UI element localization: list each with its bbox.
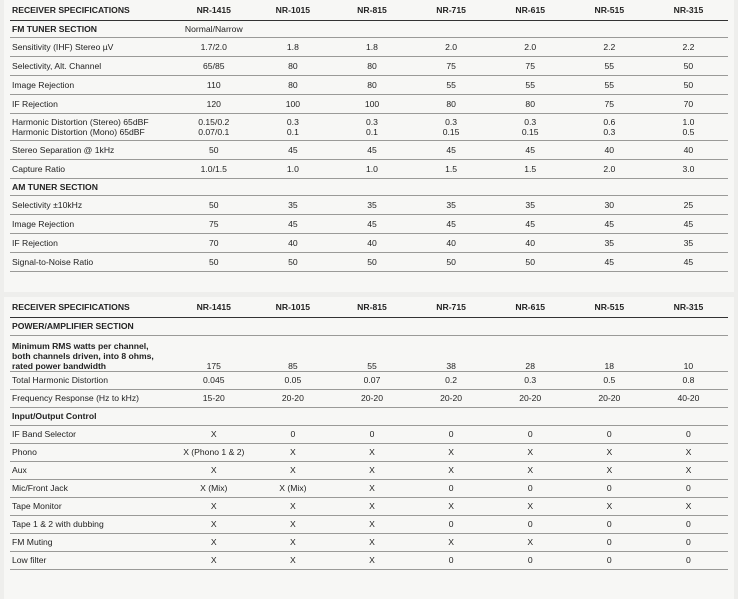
- spec-value: 70: [174, 233, 253, 252]
- spec-value: 35: [649, 233, 728, 252]
- spec-value: X: [491, 497, 570, 515]
- spec-value: 40: [412, 233, 491, 252]
- spec-value: X: [174, 551, 253, 569]
- specs-panel-amplifier: [4, 297, 734, 599]
- spec-label: Low filter: [10, 551, 174, 569]
- spec-value: X: [570, 497, 649, 515]
- model-header: NR-815: [332, 0, 411, 20]
- spec-row: [10, 159, 728, 178]
- spec-row: [10, 551, 728, 569]
- spec-value: 80: [253, 56, 332, 75]
- spec-value: 55: [412, 75, 491, 94]
- spec-row: [10, 443, 728, 461]
- spec-label: Sensitivity (IHF) Stereo µV: [10, 37, 174, 56]
- spec-value: 1.0/1.5: [174, 159, 253, 178]
- spec-label-line: Minimum RMS watts per channel,: [12, 340, 149, 351]
- spec-value: 75: [570, 94, 649, 113]
- spec-value: 1.7/2.0: [174, 37, 253, 56]
- spec-row: [10, 37, 728, 56]
- spec-label: Total Harmonic Distortion: [10, 371, 174, 389]
- spec-value: 40: [253, 233, 332, 252]
- spec-value: 0: [491, 479, 570, 497]
- section-title: Input/Output Control: [10, 407, 174, 425]
- spec-value: [174, 178, 253, 195]
- spec-value: 1.0: [332, 159, 411, 178]
- header-row: [10, 297, 728, 317]
- spec-value: 110: [174, 75, 253, 94]
- spec-value: X: [649, 497, 728, 515]
- spec-value: X: [253, 443, 332, 461]
- spec-value: 85: [253, 335, 332, 371]
- spec-row: [10, 233, 728, 252]
- spec-value-line: 0.15: [521, 126, 539, 137]
- spec-value: 20-20: [332, 389, 411, 407]
- spec-label: Signal-to-Noise Ratio: [10, 252, 174, 271]
- spec-value: X: [332, 479, 411, 497]
- spec-value: 1.5: [412, 159, 491, 178]
- spec-value: 45: [649, 252, 728, 271]
- specs-table-amplifier: [10, 297, 728, 570]
- spec-row: [10, 195, 728, 214]
- spec-value: 75: [174, 214, 253, 233]
- spec-label: Image Rejection: [10, 214, 174, 233]
- spec-value: 1.8: [332, 37, 411, 56]
- spec-value: [412, 407, 491, 425]
- spec-value: 40: [649, 140, 728, 159]
- section-title: POWER/AMPLIFIER SECTION: [10, 317, 174, 335]
- spec-value-line: 1.0: [682, 116, 695, 127]
- spec-value: 15-20: [174, 389, 253, 407]
- spec-value: [570, 407, 649, 425]
- spec-value: 50: [491, 252, 570, 271]
- spec-value: 18: [570, 335, 649, 371]
- spec-value: 2.0: [412, 37, 491, 56]
- spec-value: X: [332, 533, 411, 551]
- spec-value: X: [174, 497, 253, 515]
- spec-value: 55: [332, 335, 411, 371]
- spec-value: X: [412, 461, 491, 479]
- spec-value: 40: [491, 233, 570, 252]
- spec-value: X: [253, 461, 332, 479]
- model-header: NR-515: [570, 0, 649, 20]
- spec-value: X: [570, 461, 649, 479]
- model-header: NR-715: [412, 297, 491, 317]
- spec-value: X: [253, 551, 332, 569]
- spec-value: 80: [332, 56, 411, 75]
- spec-row: [10, 479, 728, 497]
- spec-value: X: [253, 497, 332, 515]
- spec-value: X: [412, 533, 491, 551]
- spec-value: [174, 317, 253, 335]
- spec-label: Aux: [10, 461, 174, 479]
- spec-value: 40: [570, 140, 649, 159]
- spec-label: Selectivity ±10kHz: [10, 195, 174, 214]
- spec-value: [570, 317, 649, 335]
- spec-label: Tape 1 & 2 with dubbing: [10, 515, 174, 533]
- spec-value: [253, 317, 332, 335]
- spec-value: 0.3: [491, 371, 570, 389]
- spec-value: 55: [491, 75, 570, 94]
- section-row: [10, 178, 728, 195]
- spec-value: 75: [491, 56, 570, 75]
- spec-value: 45: [332, 214, 411, 233]
- spec-value-line: 0.1: [286, 126, 299, 137]
- spec-value: [491, 178, 570, 195]
- spec-label: IF Band Selector: [10, 425, 174, 443]
- spec-value: 0: [570, 515, 649, 533]
- spec-value: X (Phono 1 & 2): [174, 443, 253, 461]
- spec-value-line: 0.15/0.2: [198, 116, 230, 127]
- spec-value: X: [174, 425, 253, 443]
- spec-value: 0: [570, 551, 649, 569]
- model-header: NR-1015: [253, 0, 332, 20]
- spec-value: 0: [649, 533, 728, 551]
- spec-value: [649, 407, 728, 425]
- spec-label: Frequency Response (Hz to kHz): [10, 389, 174, 407]
- spec-value: 2.0: [570, 159, 649, 178]
- spec-label: Selectivity, Alt. Channel: [10, 56, 174, 75]
- spec-value: [649, 113, 728, 140]
- spec-value: 0: [412, 425, 491, 443]
- spec-value-line: 0.1: [366, 126, 378, 137]
- spec-value: 55: [570, 56, 649, 75]
- spec-value-line: 0.3: [445, 116, 458, 127]
- spec-value: 50: [174, 195, 253, 214]
- spec-value: [649, 178, 728, 195]
- spec-row: [10, 389, 728, 407]
- spec-row: [10, 214, 728, 233]
- spec-value: 2.2: [649, 37, 728, 56]
- spec-value: X: [332, 443, 411, 461]
- spec-value: 80: [412, 94, 491, 113]
- spec-value: [332, 407, 411, 425]
- spec-value: X: [253, 515, 332, 533]
- spec-value: 0: [649, 425, 728, 443]
- spec-value: [174, 113, 253, 140]
- spec-value: [253, 20, 332, 37]
- spec-row: [10, 113, 728, 140]
- spec-row: [10, 515, 728, 533]
- spec-value: 0: [412, 479, 491, 497]
- spec-value: 35: [412, 195, 491, 214]
- spec-value: [649, 20, 728, 37]
- spec-value: 20-20: [491, 389, 570, 407]
- spec-value: 50: [412, 252, 491, 271]
- spec-value: 40: [332, 233, 411, 252]
- spec-label-line: Harmonic Distortion (Mono) 65dBF: [12, 126, 145, 137]
- spec-value: [332, 178, 411, 195]
- spec-value: [332, 113, 411, 140]
- spec-value: 30: [570, 195, 649, 214]
- spec-value: 1.5: [491, 159, 570, 178]
- spec-row: [10, 75, 728, 94]
- spec-value: 0: [412, 515, 491, 533]
- spec-value: 50: [332, 252, 411, 271]
- spec-value: 100: [253, 94, 332, 113]
- spec-label: Phono: [10, 443, 174, 461]
- spec-row: [10, 335, 728, 371]
- model-header: NR-1415: [174, 297, 253, 317]
- model-header: NR-615: [491, 297, 570, 317]
- spec-value: X: [253, 533, 332, 551]
- section-row: [10, 20, 728, 37]
- spec-value: 100: [332, 94, 411, 113]
- spec-value: [332, 317, 411, 335]
- model-header: NR-715: [412, 0, 491, 20]
- spec-value: 80: [332, 75, 411, 94]
- section-row: [10, 317, 728, 335]
- model-header: NR-315: [649, 297, 728, 317]
- spec-label-line: both channels driven, into 8 ohms,: [12, 350, 154, 361]
- spec-value: 75: [412, 56, 491, 75]
- spec-value: X: [570, 443, 649, 461]
- spec-label: IF Rejection: [10, 233, 174, 252]
- spec-value: 45: [570, 214, 649, 233]
- spec-value: 0.07: [332, 371, 411, 389]
- spec-value: 70: [649, 94, 728, 113]
- spec-value: X: [332, 497, 411, 515]
- section-title: FM TUNER SECTION: [10, 20, 174, 37]
- model-header: NR-615: [491, 0, 570, 20]
- spec-value: X: [332, 461, 411, 479]
- spec-label-line: rated power bandwidth: [12, 360, 107, 371]
- model-header: NR-315: [649, 0, 728, 20]
- spec-value: 2.2: [570, 37, 649, 56]
- spec-value-line: 0.07/0.1: [198, 126, 230, 137]
- spec-label: [10, 113, 174, 140]
- spec-value: 0: [412, 551, 491, 569]
- spec-value: X: [491, 461, 570, 479]
- section-title: AM TUNER SECTION: [10, 178, 174, 195]
- spec-value: 38: [412, 335, 491, 371]
- spec-label-line: Harmonic Distortion (Stereo) 65dBF: [12, 116, 149, 127]
- spec-value: 0: [649, 479, 728, 497]
- spec-value: 0: [491, 551, 570, 569]
- spec-value: 1.0: [253, 159, 332, 178]
- spec-value: 0.05: [253, 371, 332, 389]
- spec-row: [10, 252, 728, 271]
- spec-value-line: 0.3: [603, 126, 616, 137]
- spec-value: 35: [253, 195, 332, 214]
- spec-row: [10, 56, 728, 75]
- spec-value: 45: [412, 140, 491, 159]
- spec-value: 45: [491, 140, 570, 159]
- spec-label: Stereo Separation @ 1kHz: [10, 140, 174, 159]
- spec-value: 80: [253, 75, 332, 94]
- spec-label: Mic/Front Jack: [10, 479, 174, 497]
- spec-value: [570, 178, 649, 195]
- spec-value: X: [174, 515, 253, 533]
- spec-value: 65/85: [174, 56, 253, 75]
- spec-value: 25: [649, 195, 728, 214]
- spec-value: 10: [649, 335, 728, 371]
- spec-label: FM Muting: [10, 533, 174, 551]
- spec-value: 45: [570, 252, 649, 271]
- spec-value: 20-20: [570, 389, 649, 407]
- spec-value: 50: [174, 252, 253, 271]
- spec-value: X: [412, 443, 491, 461]
- spec-value: X: [649, 443, 728, 461]
- spec-value: 0: [491, 515, 570, 533]
- spec-value-line: 0.3: [286, 116, 299, 127]
- spec-value: 20-20: [412, 389, 491, 407]
- spec-value: [412, 317, 491, 335]
- spec-value: [570, 113, 649, 140]
- spec-value: X (Mix): [174, 479, 253, 497]
- spec-label: Tape Monitor: [10, 497, 174, 515]
- spec-value: 45: [253, 140, 332, 159]
- spec-value: 80: [491, 94, 570, 113]
- spec-value: 0: [649, 515, 728, 533]
- spec-value: 0: [570, 533, 649, 551]
- spec-value: [332, 20, 411, 37]
- spec-value: 120: [174, 94, 253, 113]
- spec-row: [10, 461, 728, 479]
- spec-label: Image Rejection: [10, 75, 174, 94]
- spec-label: [10, 335, 174, 371]
- spec-value-line: 0.5: [682, 126, 695, 137]
- spec-value: [491, 317, 570, 335]
- spec-value: 2.0: [491, 37, 570, 56]
- spec-row: [10, 497, 728, 515]
- spec-value: X: [491, 443, 570, 461]
- spec-value-line: 0.3: [366, 116, 378, 127]
- spec-value: [253, 178, 332, 195]
- spec-value: X: [491, 533, 570, 551]
- spec-value: [491, 407, 570, 425]
- spec-value: 175: [174, 335, 253, 371]
- model-header: NR-815: [332, 297, 411, 317]
- spec-value: X: [174, 461, 253, 479]
- spec-value: [491, 113, 570, 140]
- spec-value: 35: [570, 233, 649, 252]
- spec-value: [412, 20, 491, 37]
- spec-value: 1.8: [253, 37, 332, 56]
- spec-value-line: 0.6: [603, 116, 616, 127]
- spec-value: X: [332, 515, 411, 533]
- spec-value: 50: [253, 252, 332, 271]
- spec-row: [10, 140, 728, 159]
- spec-value: 0: [570, 425, 649, 443]
- spec-value: Normal/Narrow: [174, 20, 253, 37]
- spec-value-line: 0.3: [524, 116, 537, 127]
- spec-value: [412, 113, 491, 140]
- header-row: [10, 0, 728, 20]
- spec-value: [253, 407, 332, 425]
- spec-value: 45: [412, 214, 491, 233]
- spec-value: 35: [491, 195, 570, 214]
- spec-row: [10, 371, 728, 389]
- spec-value: [491, 20, 570, 37]
- spec-value: [253, 113, 332, 140]
- specs-panel-tuner: [4, 0, 734, 292]
- spec-value: X: [649, 461, 728, 479]
- spec-row: [10, 94, 728, 113]
- spec-value: [570, 20, 649, 37]
- spec-label: IF Rejection: [10, 94, 174, 113]
- spec-label: Capture Ratio: [10, 159, 174, 178]
- spec-value: 40-20: [649, 389, 728, 407]
- spec-value: 0.045: [174, 371, 253, 389]
- spec-value: 0: [253, 425, 332, 443]
- spec-value-line: 0.15: [442, 126, 460, 137]
- table-title: RECEIVER SPECIFICATIONS: [10, 0, 174, 20]
- spec-value: [174, 407, 253, 425]
- spec-value: 55: [570, 75, 649, 94]
- spec-value: 28: [491, 335, 570, 371]
- spec-value: 0.5: [570, 371, 649, 389]
- spec-value: 0: [332, 425, 411, 443]
- spec-value: 0: [649, 551, 728, 569]
- model-header: NR-1415: [174, 0, 253, 20]
- spec-value: 3.0: [649, 159, 728, 178]
- spec-value: 35: [332, 195, 411, 214]
- specs-table-tuner: [10, 0, 728, 272]
- spec-value: 0: [491, 425, 570, 443]
- spec-value: 0: [570, 479, 649, 497]
- spec-value: 45: [253, 214, 332, 233]
- spec-value: 45: [332, 140, 411, 159]
- spec-value: 20-20: [253, 389, 332, 407]
- spec-value: 45: [649, 214, 728, 233]
- spec-value: 50: [649, 56, 728, 75]
- spec-value: X: [412, 497, 491, 515]
- spec-value: [649, 317, 728, 335]
- spec-row: [10, 425, 728, 443]
- table-title: RECEIVER SPECIFICATIONS: [10, 297, 174, 317]
- spec-value: X (Mix): [253, 479, 332, 497]
- spec-value: 0.8: [649, 371, 728, 389]
- section-row: [10, 407, 728, 425]
- spec-value: [412, 178, 491, 195]
- model-header: NR-1015: [253, 297, 332, 317]
- spec-value: 0.2: [412, 371, 491, 389]
- spec-value: X: [332, 551, 411, 569]
- spec-value: 50: [174, 140, 253, 159]
- spec-row: [10, 533, 728, 551]
- spec-value: 45: [491, 214, 570, 233]
- spec-value: 50: [649, 75, 728, 94]
- spec-value: X: [174, 533, 253, 551]
- model-header: NR-515: [570, 297, 649, 317]
